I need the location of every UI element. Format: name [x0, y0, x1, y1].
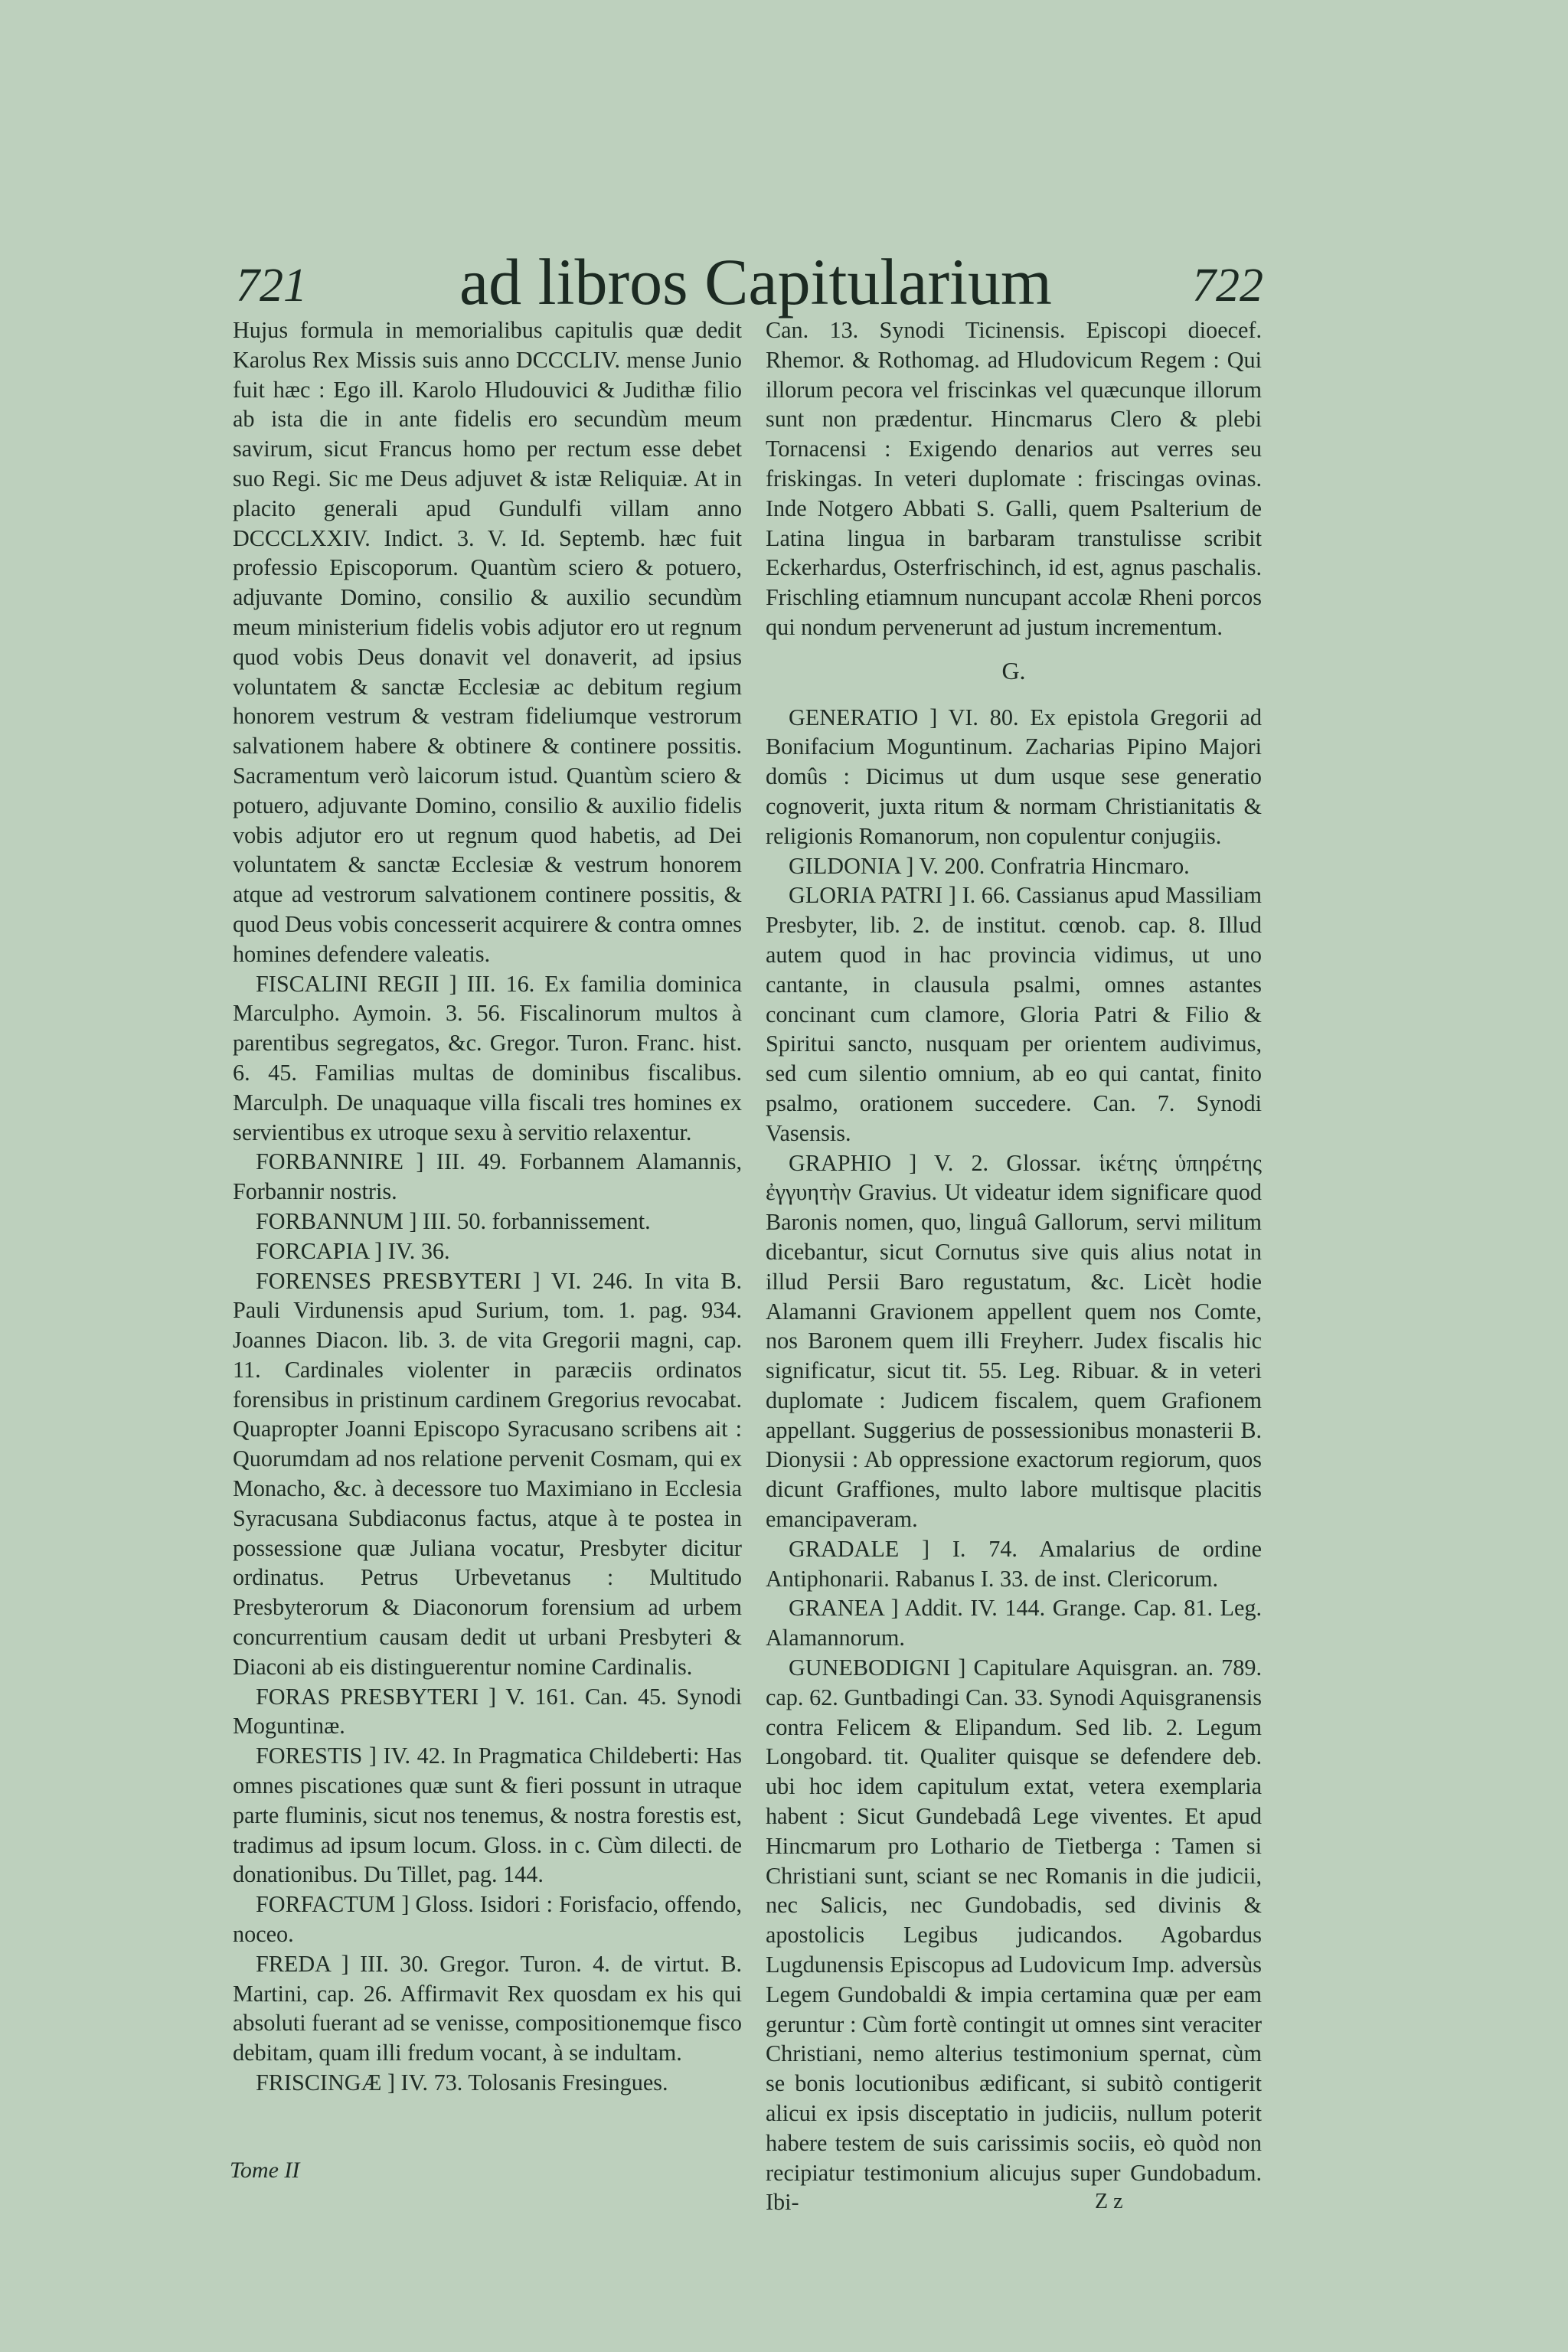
entry-gloria-patri: GLORIA PATRI ] I. 66. Cassianus apud Massiliam Presbyter, lib. 2. de institut. cœnob. cap. 8. Illud autem quod in hac provincia vidimus, ut uno cantante, in clausula psalmi, omnes astantes concinant cum clamore, Gloria Patri & Filio & Spiritui sancto, nusquam per orientem audivimus, sed cum silentio omnium, ab eo qui cantat, finito psalmo, orationem succedere. Can. 7. Synodi Vasensis. [766, 882, 1262, 1146]
entry-gradale: GRADALE ] I. 74. Amalarius de ordine Antiphonarii. Rabanus I. 33. de inst. Clericorum. [766, 1535, 1262, 1592]
page-number-right: 722 [1192, 260, 1263, 312]
entry-forenses-presbyteri: FORENSES PRESBYTERI ] VI. 246. In vita B. Pauli Virdunensis apud Surium, tom. 1. pag. 934. Joannes Diacon. lib. 3. de vita Gregorii magni, cap. 11. Cardinales violenter in paræciis ordinatos forensibus in pristinum cardinem Gregorius revocabat. Quapropter Joanni Episcopo Syracusano scribens ait : Quorumdam ad nos relatione pervenit Cosmam, qui ex Monacho, &c. à decessore tuo Maximiano in Ecclesia Syracusana Subdiaconus factus, atque à te postea in possessione quæ Juliana vocatur, Presbyter dicitur ordinatus. Petrus Urbevetanus : Multitudo Presbyterorum & Diaconorum forensium ad urbem concurrentium causam dedit ut urbani Presbyteri & Diaconi ab eis distinguerentur nomine Cardinalis. [233, 1267, 742, 1680]
entry-gildonia: GILDONIA ] V. 200. Confratria Hincmaro. [789, 852, 1190, 879]
entry-gunebodigni: GUNEBODIGNI ] Capitulare Aquisgran. an. 789. cap. 62. Guntbadingi Can. 33. Synodi Aquisgranensis contra Felicem & Elipandum. Sed lib. 2. Legum Longobard. tit. Qualiter quisque se defendere deb. ubi hoc idem capitulum extat, vetera exemplaria habent : Sicut Gundebadâ Lege viventes. Et apud Hincmarum pro Lothario de Tietberga : Tamen si Christiani sunt, sciant se nec Romanis in die judicii, nec Salicis, nec Gundobadis, sed divinis & apostolicis Legibus judicandos. Agobardus Lugdunensis Episcopus ad Ludovicum Imp. adversùs Legem Gundobaldi & impia certamina quæ per eam geruntur : Cùm fortè contingit ut omnes sint veraciter Christiani, nemo alterius testimonium spernat, cùm se bonis locutionibus ædificant, si subitò contigerit alicui ex ipsis disceptatio in judiciis, nullum poterit habere testem de suis carissimis sociis, eò quòd non recipiatur testimonium alicujus super Gundobadum. Ibi- [766, 1655, 1262, 2216]
entry-forbannum: FORBANNUM ] III. 50. forbannissement. [256, 1207, 651, 1234]
entry-friscingae: FRISCINGÆ ] IV. 73. Tolosanis Fresingues. [256, 2069, 668, 2096]
right-column [766, 315, 1262, 2217]
entry-freda: FREDA ] III. 30. Gregor. Turon. 4. de virtut. B. Martini, cap. 26. Affirmavit Rex quosdam ex his qui absoluti fuerant ad se venisse, compositionemque fisco debitam, quam illi fredum vocant, à se indultam. [233, 1950, 742, 2066]
volume-signature: Tome II [230, 2158, 300, 2183]
entry-forcapia: FORCAPIA ] IV. 36. [256, 1237, 450, 1264]
entry-continuation: Can. 13. Synodi Ticinensis. Episcopi dioecef. Rhemor. & Rothomag. ad Hludovicum Regem : Qui illorum pecora vel friscinkas vel quæcunque illorum sunt non prædentur. Hincmarus Clero & plebi Tornacensi : Exigendo denarios aut verres seu friskingas. In veteri duplomate : friscingas ovinas. Inde Notgero Abbati S. Galli, quem Psalterium de Latina lingua in barbaram transtulisse scribit Eckerhardus, Osterfrischinch, id est, agnus paschalis. Frischling etiamnum nuncupant accolæ Rheni porcos qui nondum pervenerunt ad justum incrementum. [766, 317, 1262, 640]
gathering-signature: Z z [1095, 2190, 1123, 2213]
entry-graphio: GRAPHIO ] V. 2. Glossar. ἱκέτης ὑπηρέτης ἐγγυητὴν Gravius. Ut videatur idem significare quod Baronis nomen, quo, linguâ Gallorum, servi militum dicebantur, sicut Cornutus sive quis alius notat in illud Persii Baro regustatum, &c. Licèt hodie Alamanni Gravionem appellent quem nos Comte, nos Baronem quem illi Freyherr. Judex fiscalis hic significatur, sicut tit. 55. Leg. Ribuar. & in veteri duplomate : Judicem fiscalem, quem Grafionem appellant. Suggerius de possessionibus monasterii B. Dionysii : Ab oppressione exactorum regiorum, quos dicunt Graffiones, multo labore multisque placitis emancipaveram. [766, 1149, 1262, 1533]
section-letter-heading: G. [1001, 656, 1026, 684]
entry-forfactum: FORFACTUM ] Gloss. Isidori : Forisfacio, offendo, noceo. [233, 1891, 742, 1948]
entry-granea: GRANEA ] Addit. IV. 144. Grange. Cap. 81. Leg. Alamannorum. [766, 1595, 1262, 1651]
entry-paragraph: Hujus formula in memorialibus capitulis quæ dedit Karolus Rex Missis suis anno DCCCLIV. mense Junio fuit hæc : Ego ill. Karolo Hludouvici & Judithæ filio ab ista die in ante fidelis ero secundùm meum savirum, sicut Francus homo per rectum esse debet suo Regi. Sic me Deus adjuvet & istæ Reliquiæ. At in placito generali apud Gundulfi villam anno DCCCLXXIV. Indict. 3. V. Id. Septemb. hæc fuit professio Episcoporum. Quantùm sciero & potuero, adjuvante Domino, consilio & auxilio secundùm meum ministerium fidelis vobis adjutor ero ut regnum quod vobis Deus donavit vel donaverit, ad ipsius voluntatem & sanctæ Ecclesiæ ac debitum regium honorem vestrum & vestram fideliumque vestrorum salvationem habere & obtinere & continere possitis. Sacramentum verò laicorum istud. Quantùm sciero & potuero, adjuvante Domino, consilio & auxilio fidelis vobis adjutor ero ut regnum quod habetis, ad Dei voluntatem & sanctæ Ecclesiæ & vestrum honorem atque ad vestrorum salvationem continere possitis, & quod Deus vobis concesserit acquirere & contra omnes homines defendere valeatis. [233, 317, 742, 967]
entry-fiscalini: FISCALINI REGII ] III. 16. Ex familia dominica Marculpho. Aymoin. 3. 56. Fiscalinorum multos à parentibus segregatos, &c. Gregor. Turon. Franc. hist. 6. 45. Familias multas de dominibus fiscalibus. Marculph. De unaquaque villa fiscali tres homines ex servientibus ex utroque sexu à servitio relaxentur. [233, 970, 742, 1145]
page-number-left: 721 [236, 260, 307, 312]
entry-forestis: FORESTIS ] IV. 42. In Pragmatica Childeberti: Has omnes piscationes quæ sunt & fieri possunt in utraque parte fluminis, sicut nos tenemus, & nostra forestis est, tradimus ad ipsum locum. Gloss. in c. Cùm dilecti. de donationibus. Du Tillet, pag. 144. [233, 1743, 742, 1888]
running-title: ad libros Capitularium [459, 245, 1052, 318]
entry-generatio: GENERATIO ] VI. 80. Ex epistola Gregorii ad Bonifacium Moguntinum. Zacharias Pipino Majori domûs : Dicimus ut dum usque sese generatio cognoverit, juxta ritum & normam Christianitatis & religionis Romanorum, non copulentur conjugiis. [766, 704, 1262, 849]
entry-forbannire: FORBANNIRE ] III. 49. Forbannem Alamannis, Forbannir nostris. [233, 1148, 742, 1205]
left-column [233, 315, 742, 2098]
entry-foras-presbyteri: FORAS PRESBYTERI ] V. 161. Can. 45. Synodi Moguntinæ. [233, 1683, 742, 1740]
